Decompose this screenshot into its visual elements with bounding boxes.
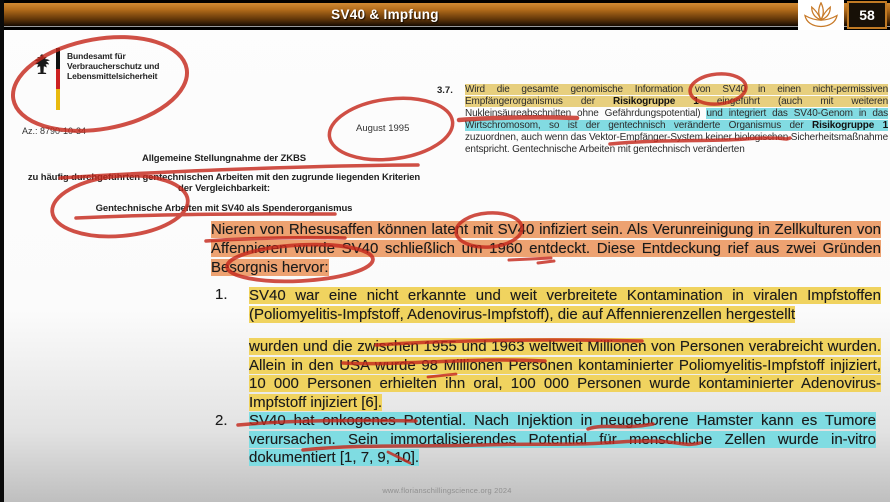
stripe-red: [56, 69, 60, 89]
section-37-segment: Wird die gesamte genomische Information von SV40 in einen nicht-permissiven Empfängerorganismus der: [465, 84, 888, 107]
section-3-7: [437, 84, 888, 156]
section-37-segment: Risikogruppe 1: [812, 120, 888, 131]
document-heading: [12, 153, 436, 214]
slide-number: 58: [859, 7, 875, 23]
intro-text: Nieren von Rhesusaffen können latent mit SV40 infiziert sein. Als Verunreinigung in Zellkulturen von Affennieren wurde SV40 schließlich um 1960 entdeckt. Diese Entdeckung rief aus zwei Gründen Besorgnis hervor:: [211, 221, 881, 276]
list-item-1-paragraph-2: [249, 338, 881, 412]
file-reference: Az.: 8790-10-34: [22, 126, 87, 136]
stripe-black: [56, 48, 60, 69]
item-1-text-2: wurden und die zwischen 1955 und 1963 weltweit Millionen von Personen verabreicht wurden. Allein in den USA wurde 98 Millionen Personen kontaminierter Poliomyelitis-Impfstoff injiziert, 10 000 Personen erhielten ihn oral, 100 000 Personen wurde kontaminierter Adenovirus-Impfstoff injiziert [6].: [249, 338, 881, 411]
section-3-7-text: [465, 84, 888, 156]
slide-title: SV40 & Impfung: [331, 7, 439, 22]
slide-number-badge: [847, 1, 887, 29]
list-item-1-number: 1.: [215, 286, 228, 303]
item-2-text: SV40 hat onkogenes Potential. Nach Injektion in neugeborene Hamster kann es Tumore verursachen. Sein immortalisierendes Potential für menschliche Zellen wurde in-vitro dokumentiert [1, 7, 9, 10].: [249, 412, 876, 466]
list-item-2-paragraph: [249, 412, 876, 468]
section-number: 3.7.: [437, 85, 453, 96]
presenter-logo-box: [798, 0, 844, 30]
heading-line3: der Vergleichbarkeit:: [178, 183, 270, 194]
heading-line1: Allgemeine Stellungnahme der ZKBS: [141, 153, 307, 164]
list-item-1-paragraph-1: [249, 286, 881, 324]
heading-line2: zu häufig durchgeführten gentechnischen Arbeiten mit den zugrunde liegenden Kriterien: [27, 172, 421, 183]
agency-name: [67, 51, 159, 81]
black-red-gold-stripe: [56, 48, 60, 110]
section-37-segment: zuzuordnen, auch wenn das Vektor-Empfänger-System keiner biologischen Sicherheitsmaßnahme entspricht. Gentechnische Arbeiten mit gentechnisch veränderten: [465, 132, 888, 155]
document-date: August 1995: [356, 123, 410, 134]
agency-name-line1: Bundesamt für: [67, 51, 126, 61]
item-1-text-1: SV40 war eine nicht erkannte und weit verbreitete Kontamination in viralen Impfstoffen (Poliomyelitis-Impfstoff, Adenovirus-Impfstoff), die auf Affennierenzellen hergestellt: [249, 287, 881, 323]
footer-url: www.florianschillingscience.org 2024: [382, 486, 512, 495]
section-37-segment: Nukleinsäureabschnitten ohne Gefährdungspotential): [465, 108, 707, 119]
intro-paragraph: [211, 220, 881, 277]
agency-name-line2: Verbraucherschutz und: [67, 61, 160, 71]
section-37-segment: Risikogruppe 1: [613, 96, 699, 107]
stripe-gold: [56, 89, 60, 110]
section-37-segment: eingeführt (auch mit weiteren: [698, 96, 888, 107]
scanned-document: [4, 30, 890, 502]
section-37-segment: und integriert das SV40-Genom in das Wirtschromosom, so ist der gentechnisch veränderte Organismus der: [465, 108, 888, 131]
agency-name-line3: Lebensmittelsicherheit: [67, 71, 158, 81]
list-item-2-number: 2.: [215, 412, 228, 429]
slide-header-bar: [0, 0, 890, 30]
heading-line4: Gentechnische Arbeiten mit SV40 als Spenderorganismus: [95, 203, 353, 214]
federal-eagle-icon: [32, 51, 52, 81]
left-edge-strip: [0, 0, 4, 502]
lotus-logo-icon: [802, 2, 840, 29]
